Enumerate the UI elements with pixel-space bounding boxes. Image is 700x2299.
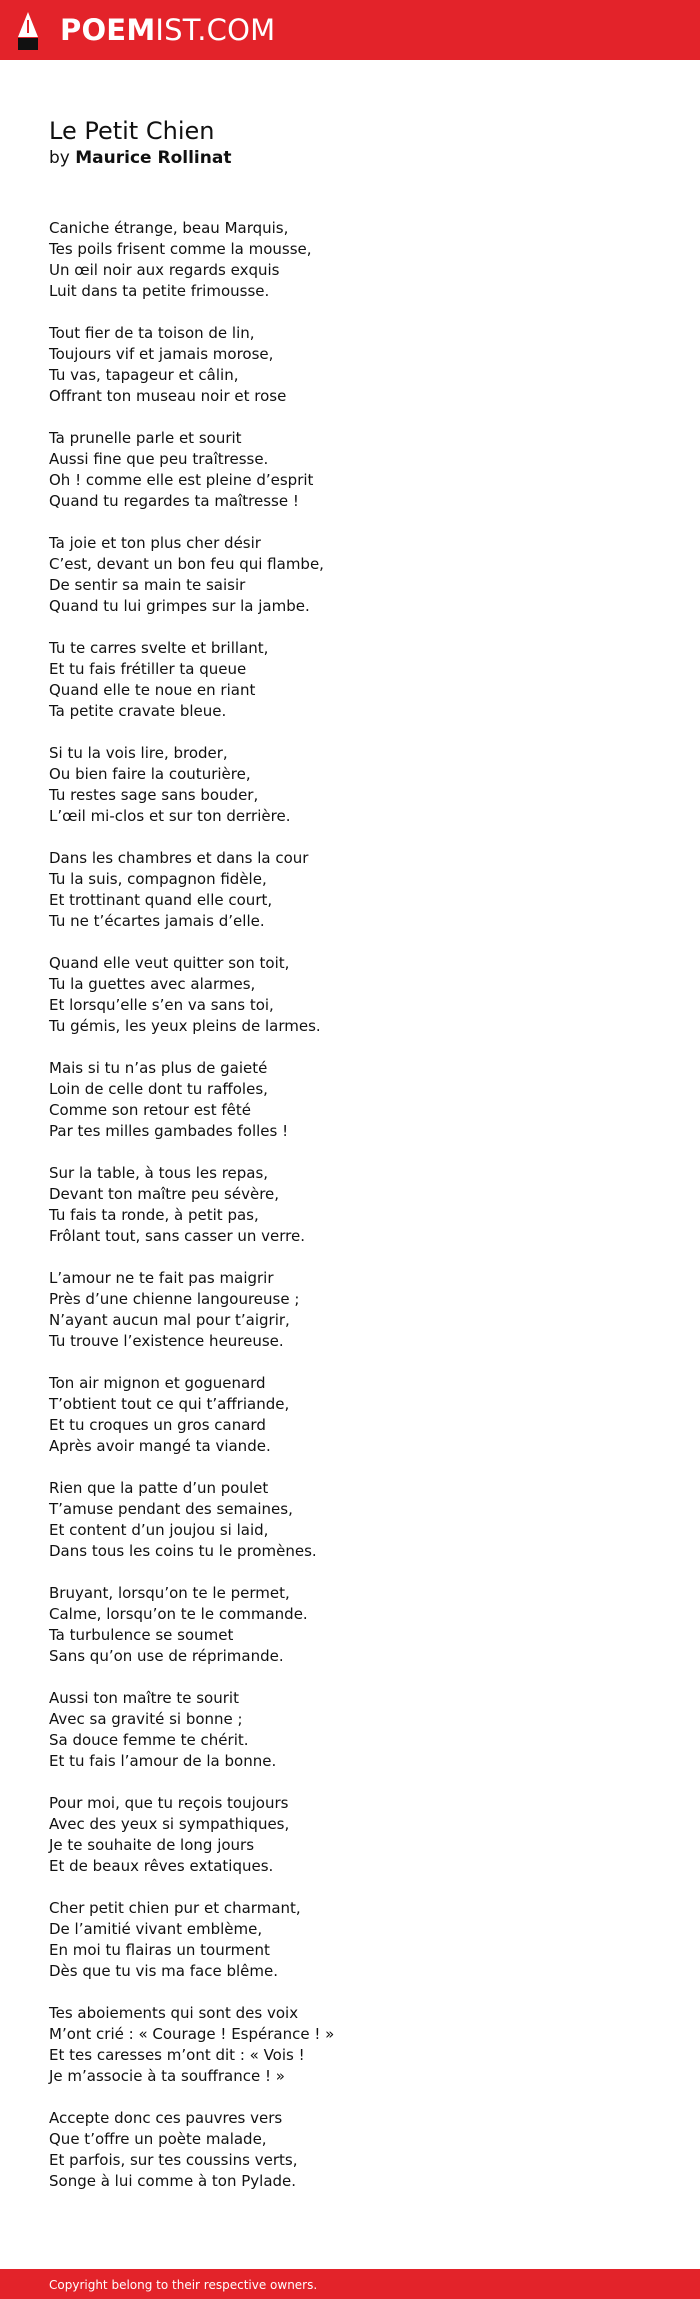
poem-line: Mais si tu n’as plus de gaieté <box>49 1059 268 1077</box>
stanza <box>49 638 669 722</box>
stanza <box>49 1793 669 1877</box>
poem-line: Pour moi, que tu reçois toujours <box>49 1794 289 1812</box>
poem-line: Quand tu regardes ta maîtresse ! <box>49 492 299 510</box>
poem-line: Bruyant, lorsqu’on te le permet, <box>49 1584 290 1602</box>
poem-line: Caniche étrange, beau Marquis, <box>49 219 289 237</box>
poem-line: Toujours vif et jamais morose, <box>49 345 274 363</box>
stanza <box>49 1583 669 1667</box>
poem-line: Sans qu’on use de réprimande. <box>49 1647 284 1665</box>
stanza <box>49 1373 669 1457</box>
poem-line: Et tes caresses m’ont dit : « Vois ! <box>49 2046 305 2064</box>
poem-line: Près d’une chienne langoureuse ; <box>49 1290 300 1308</box>
poem-line: Je m’associe à ta souffrance ! » <box>49 2067 285 2085</box>
site-logo-text <box>60 12 275 48</box>
poem-line: Avec des yeux si sympathiques, <box>49 1815 290 1833</box>
poem-line: Après avoir mangé ta viande. <box>49 1437 271 1455</box>
byline <box>49 147 231 169</box>
poem-line: Si tu la vois lire, broder, <box>49 744 228 762</box>
poem-line: Ta prunelle parle et sourit <box>49 429 242 447</box>
poem-line: Et lorsqu’elle s’en va sans toi, <box>49 996 274 1014</box>
poem-line: Ta petite cravate bleue. <box>49 702 227 720</box>
copyright-text: Copyright belong to their respective owners. <box>49 2278 318 2292</box>
logo-text-bold: POEM <box>60 13 156 47</box>
poem-line: Aussi fine que peu traîtresse. <box>49 450 269 468</box>
poem-line: De l’amitié vivant emblème, <box>49 1920 263 1938</box>
poem-line: Tu gémis, les yeux pleins de larmes. <box>49 1017 321 1035</box>
poem-line: Et parfois, sur tes coussins verts, <box>49 2151 298 2169</box>
poem-line: Tu trouve l’existence heureuse. <box>49 1332 284 1350</box>
poem-line: De sentir sa main te saisir <box>49 576 246 594</box>
poem-line: Tu restes sage sans bouder, <box>49 786 259 804</box>
poem-line: Dès que tu vis ma face blême. <box>49 1962 278 1980</box>
stanza <box>49 2003 669 2087</box>
poem-line: Oh ! comme elle est pleine d’esprit <box>49 471 314 489</box>
poem-line: Tes aboiements qui sont des voix <box>49 2004 299 2022</box>
poem-line: Tu la guettes avec alarmes, <box>49 975 256 993</box>
site-footer <box>0 2269 700 2299</box>
poem-line: L’amour ne te fait pas maigrir <box>49 1269 274 1287</box>
stanza <box>49 743 669 827</box>
poem-line: Et tu fais l’amour de la bonne. <box>49 1752 277 1770</box>
home-logo-link[interactable] <box>0 0 276 60</box>
poem-line: Avec sa gravité si bonne ; <box>49 1710 243 1728</box>
poem-line: T’amuse pendant des semaines, <box>49 1500 293 1518</box>
poem-title: Le Petit Chien <box>49 117 215 145</box>
stanza <box>49 323 669 407</box>
poem-line: Un œil noir aux regards exquis <box>49 261 280 279</box>
poem-line: Accepte donc ces pauvres vers <box>49 2109 283 2127</box>
poem-line: Songe à lui comme à ton Pylade. <box>49 2172 297 2190</box>
stanza <box>49 428 669 512</box>
poem-line: Dans les chambres et dans la cour <box>49 849 309 867</box>
poem-line: Aussi ton maître te sourit <box>49 1689 239 1707</box>
poem-line: Rien que la patte d’un poulet <box>49 1479 269 1497</box>
poem-body <box>49 218 669 2213</box>
stanza <box>49 2108 669 2192</box>
poem-line: Loin de celle dont tu raffoles, <box>49 1080 268 1098</box>
poem-line: Devant ton maître peu sévère, <box>49 1185 280 1203</box>
by-label: by <box>49 148 70 168</box>
poem-line: Sa douce femme te chérit. <box>49 1731 249 1749</box>
poem-line: Tu fais ta ronde, à petit pas, <box>49 1206 259 1224</box>
stanza <box>49 533 669 617</box>
poem-line: Quand tu lui grimpes sur la jambe. <box>49 597 310 615</box>
stanza <box>49 1268 669 1352</box>
poem-line: Je te souhaite de long jours <box>49 1836 255 1854</box>
poem-line: Tu ne t’écartes jamais d’elle. <box>49 912 265 930</box>
stanza <box>49 218 669 302</box>
poem-line: Tu la suis, compagnon fidèle, <box>49 870 267 888</box>
poem-line: En moi tu flairas un tourment <box>49 1941 270 1959</box>
poem-line: L’œil mi-clos et sur ton derrière. <box>49 807 291 825</box>
poem-line: T’obtient tout ce qui t’affriande, <box>49 1395 290 1413</box>
stanza <box>49 953 669 1037</box>
poem-line: Frôlant tout, sans casser un verre. <box>49 1227 306 1245</box>
poem-line: Par tes milles gambades folles ! <box>49 1122 289 1140</box>
poem-line: Et trottinant quand elle court, <box>49 891 273 909</box>
stanza <box>49 1058 669 1142</box>
stanza <box>49 1163 669 1247</box>
poem-line: Et content d’un joujou si laid, <box>49 1521 269 1539</box>
poem-line: Que t’offre un poète malade, <box>49 2130 267 2148</box>
poem-line: Et de beaux rêves extatiques. <box>49 1857 274 1875</box>
poem-line: N’ayant aucun mal pour t’aigrir, <box>49 1311 290 1329</box>
poem-line: Dans tous les coins tu le promènes. <box>49 1542 317 1560</box>
poem-line: Calme, lorsqu’on te le commande. <box>49 1605 308 1623</box>
pen-nib-logo-icon <box>16 11 40 51</box>
stanza <box>49 1688 669 1772</box>
poem-line: Quand elle veut quitter son toit, <box>49 954 290 972</box>
poem-line: Ton air mignon et goguenard <box>49 1374 266 1392</box>
poem-line: Tu vas, tapageur et câlin, <box>49 366 239 384</box>
poem-line: Tout fier de ta toison de lin, <box>49 324 255 342</box>
poem-line: M’ont crié : « Courage ! Espérance ! » <box>49 2025 335 2043</box>
poem-line: Ta turbulence se soumet <box>49 1626 234 1644</box>
poem-line: Comme son retour est fêté <box>49 1101 252 1119</box>
stanza <box>49 1898 669 1982</box>
logo-text-light: IST.COM <box>155 13 276 47</box>
poem-line: Sur la table, à tous les repas, <box>49 1164 269 1182</box>
stanza <box>49 848 669 932</box>
poem-line: Ou bien faire la couturière, <box>49 765 251 783</box>
poem-line: Tu te carres svelte et brillant, <box>49 639 269 657</box>
poem-line: Et tu croques un gros canard <box>49 1416 266 1434</box>
author-link[interactable]: Maurice Rollinat <box>75 148 232 168</box>
poem-line: Et tu fais frétiller ta queue <box>49 660 247 678</box>
poem-line: C’est, devant un bon feu qui flambe, <box>49 555 324 573</box>
poem-line: Cher petit chien pur et charmant, <box>49 1899 301 1917</box>
poem-line: Offrant ton museau noir et rose <box>49 387 287 405</box>
poem-line: Luit dans ta petite frimousse. <box>49 282 270 300</box>
stanza <box>49 1478 669 1562</box>
site-header <box>0 0 700 60</box>
poem-line: Ta joie et ton plus cher désir <box>49 534 261 552</box>
poem-line: Quand elle te noue en riant <box>49 681 256 699</box>
poem-line: Tes poils frisent comme la mousse, <box>49 240 312 258</box>
